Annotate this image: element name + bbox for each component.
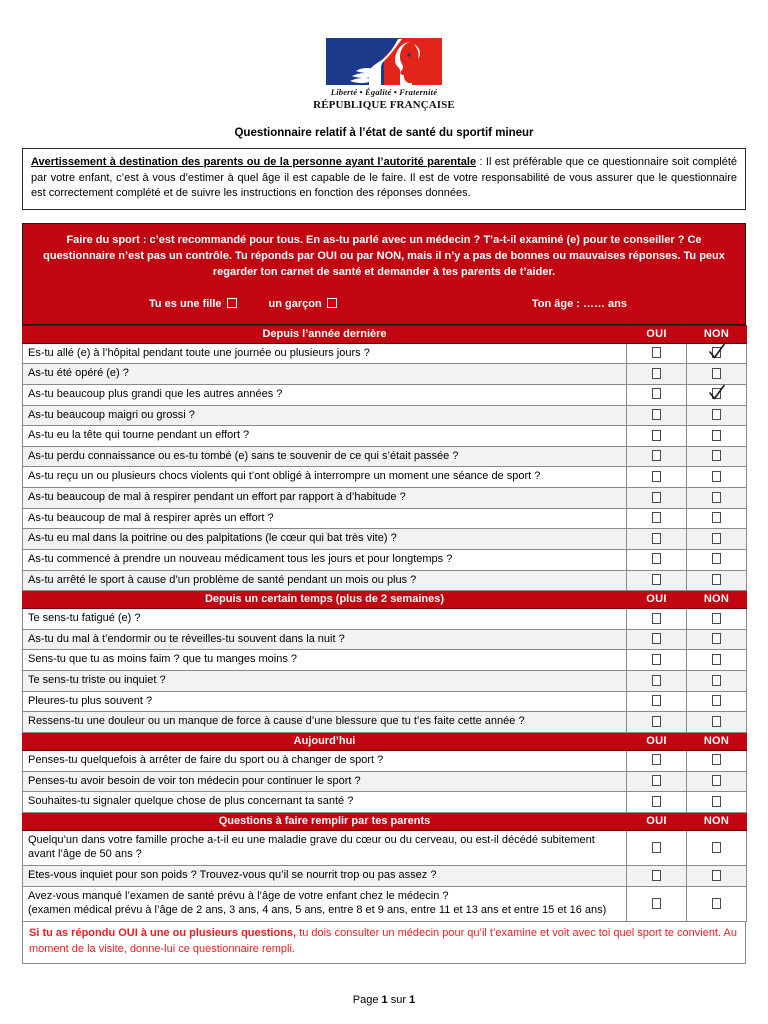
answer-no-cell[interactable] [687, 570, 747, 591]
answer-no-cell[interactable] [687, 750, 747, 771]
question-text: Ressens-tu une douleur ou un manque de force à cause d’une blessure que tu t’es faite cette année ? [23, 712, 627, 733]
answer-yes-cell[interactable] [627, 609, 687, 630]
answer-yes-checkbox[interactable] [652, 633, 661, 644]
question-row [23, 671, 747, 692]
gender-girl-checkbox[interactable] [227, 298, 237, 308]
answer-yes-cell[interactable] [627, 650, 687, 671]
answer-yes-cell[interactable] [627, 405, 687, 426]
question-text: As-tu eu la tête qui tourne pendant un effort ? [23, 426, 627, 447]
answer-no-cell[interactable] [687, 549, 747, 570]
question-row [23, 405, 747, 426]
intro-red-block [22, 223, 746, 325]
question-row [23, 446, 747, 467]
footer-prefix: Page [352, 994, 382, 1007]
answer-no-checkbox[interactable] [712, 675, 721, 686]
answer-no-checkbox[interactable] [712, 409, 721, 420]
answer-yes-cell[interactable] [627, 426, 687, 447]
question-text: Etes-vous inquiet pour son poids ? Trouvez-vous qu’il se nourrit trop ou pas assez ? [23, 866, 627, 887]
answer-yes-checkbox[interactable] [652, 430, 661, 441]
answer-no-checkbox[interactable] [712, 695, 721, 706]
answer-no-checkbox[interactable] [712, 870, 721, 881]
gender-girl-label: Tu es une fille [149, 297, 222, 310]
closing-lead: Si tu as répondu OUI à une ou plusieurs questions, [29, 926, 297, 939]
answer-yes-cell[interactable] [627, 508, 687, 529]
question-text: As-tu beaucoup maigri ou grossi ? [23, 405, 627, 426]
question-text: Penses-tu avoir besoin de voir ton médecin pour continuer le sport ? [23, 771, 627, 792]
question-text: As-tu beaucoup de mal à respirer après un effort ? [23, 508, 627, 529]
answer-yes-cell[interactable] [627, 792, 687, 813]
section-header-row [23, 732, 747, 750]
question-text: As-tu du mal à t’endormir ou te réveilles-tu souvent dans la nuit ? [23, 629, 627, 650]
questionnaire-body [23, 325, 747, 921]
answer-no-cell[interactable] [687, 508, 747, 529]
answer-no-checkbox[interactable] [712, 633, 721, 644]
answer-yes-cell[interactable] [627, 343, 687, 364]
footer-current-page: 1 [381, 994, 388, 1007]
answer-yes-checkbox[interactable] [652, 898, 661, 909]
answer-yes-cell[interactable] [627, 488, 687, 509]
section-yes-header: OUI [627, 591, 687, 609]
answer-yes-checkbox[interactable] [652, 347, 661, 358]
answer-yes-cell[interactable] [627, 671, 687, 692]
answer-yes-checkbox[interactable] [652, 368, 661, 379]
question-text: Pleures-tu plus souvent ? [23, 691, 627, 712]
answer-yes-cell[interactable] [627, 384, 687, 405]
answer-no-checkbox[interactable] [712, 492, 721, 503]
section-heading: Depuis l’année dernière [23, 325, 627, 343]
logo-republic-text: RÉPUBLIQUE FRANÇAISE [313, 99, 455, 111]
question-row [23, 384, 747, 405]
question-text: As-tu beaucoup plus grandi que les autres années ? [23, 384, 627, 405]
answer-no-cell[interactable] [687, 691, 747, 712]
question-text: As-tu commencé à prendre un nouveau médicament tous les jours et pour longtemps ? [23, 549, 627, 570]
answer-yes-checkbox[interactable] [652, 870, 661, 881]
answer-yes-checkbox[interactable] [652, 512, 661, 523]
question-text: Avez-vous manqué l’examen de santé prévu à l’âge de votre enfant chez le médecin ? (examen médical prévu à l’âge de 2 ans, 3 ans, 4 ans, 5 ans, entre 8 et 9 ans, entre 11 et 13 ans et entre 15 et 16 ans) [23, 886, 627, 921]
question-row [23, 508, 747, 529]
intro-identity-fields [37, 298, 731, 313]
answer-yes-cell[interactable] [627, 364, 687, 385]
answer-no-cell[interactable] [687, 405, 747, 426]
gender-boy-field [269, 298, 337, 310]
answer-yes-checkbox[interactable] [652, 842, 661, 853]
question-row [23, 364, 747, 385]
question-row [23, 488, 747, 509]
answer-yes-checkbox[interactable] [652, 450, 661, 461]
answer-no-cell[interactable] [687, 529, 747, 550]
question-text: As-tu arrêté le sport à cause d’un problème de santé pendant un mois ou plus ? [23, 570, 627, 591]
section-heading: Depuis un certain temps (plus de 2 semaines) [23, 591, 627, 609]
question-text: Souhaites-tu signaler quelque chose de plus concernant ta santé ? [23, 792, 627, 813]
gender-girl-field [149, 298, 237, 310]
answer-no-cell[interactable] [687, 384, 747, 405]
age-field[interactable]: Ton âge : …… ans [531, 297, 627, 310]
question-text: As-tu perdu connaissance ou es-tu tombé (e) sans te souvenir de ce qui s’était passée ? [23, 446, 627, 467]
section-no-header: NON [687, 732, 747, 750]
question-text: Quelqu’un dans votre famille proche a-t-il eu une maladie grave du cœur ou du cerveau, ou est-il décédé subitement avant l’âge de 50 ans ? [23, 830, 627, 865]
section-yes-header: OUI [627, 732, 687, 750]
answer-no-cell[interactable] [687, 446, 747, 467]
answer-yes-cell[interactable] [627, 629, 687, 650]
answer-no-cell[interactable] [687, 609, 747, 630]
answer-yes-checkbox[interactable] [652, 492, 661, 503]
warning-body: : Il est préférable que ce questionnaire soit complété par votre enfant, c’est à vous d’estimer à quel âge il est capable de le faire. Il est de votre responsabilité de vous assurer que le questionnaire est correctement complété et de suivre les instructions en fonction des réponses données. [31, 156, 737, 200]
answer-yes-checkbox[interactable] [652, 654, 661, 665]
question-text: Sens-tu que tu as moins faim ? que tu manges moins ? [23, 650, 627, 671]
question-row [23, 750, 747, 771]
page-title: Questionnaire relatif à l’état de santé du sportif mineur [234, 127, 534, 139]
answer-no-checkbox[interactable] [712, 754, 721, 765]
intro-paragraph: Faire du sport : c’est recommandé pour tous. En as-tu parlé avec un médecin ? T’a-t-il examiné (e) pour te conseiller ? Ce questionnaire n’est pas un contrôle. Tu réponds par OUI ou par NON, mais il n’y a pas de bonnes ou mauvaises réponses. Tu peux regarder ton carnet de santé et demander à tes parents de t’aider. [43, 233, 725, 278]
section-header-row [23, 812, 747, 830]
question-row [23, 549, 747, 570]
answer-no-checkbox[interactable] [712, 450, 721, 461]
question-row [23, 650, 747, 671]
answer-no-checkbox[interactable] [712, 796, 721, 807]
section-no-header: NON [687, 812, 747, 830]
answer-yes-cell[interactable] [627, 866, 687, 887]
question-text: As-tu eu mal dans la poitrine ou des palpitations (le cœur qui bat très vite) ? [23, 529, 627, 550]
gender-boy-label: un garçon [268, 297, 322, 310]
question-row [23, 792, 747, 813]
answer-yes-cell[interactable] [627, 886, 687, 921]
answer-no-checkbox[interactable] [712, 574, 721, 585]
answer-yes-checkbox[interactable] [652, 716, 661, 727]
closing-instruction [22, 922, 746, 964]
answer-no-checkbox[interactable] [712, 368, 721, 379]
section-heading: Questions à faire remplir par tes parents [23, 812, 627, 830]
answer-yes-checkbox[interactable] [652, 775, 661, 786]
question-row [23, 691, 747, 712]
answer-no-cell[interactable] [687, 830, 747, 865]
answer-yes-cell[interactable] [627, 750, 687, 771]
question-row [23, 467, 747, 488]
question-text: As-tu beaucoup de mal à respirer pendant un effort par rapport à d’habitude ? [23, 488, 627, 509]
answer-yes-cell[interactable] [627, 570, 687, 591]
check-mark-icon [708, 384, 726, 401]
answer-no-checkbox[interactable] [712, 654, 721, 665]
footer-total-pages: 1 [409, 994, 416, 1007]
questionnaire-table [22, 325, 747, 922]
answer-yes-cell[interactable] [627, 771, 687, 792]
answer-no-checkbox[interactable] [712, 430, 721, 441]
answer-yes-checkbox[interactable] [652, 409, 661, 420]
closing-body: tu dois consulter un médecin pour qu’il t’examine et voit avec toi quel sport te convient. Au moment de la visite, donne-lui ce questionnaire rempli. [29, 926, 737, 955]
question-text: As-tu reçu un ou plusieurs chocs violents qui t’ont obligé à interrompre un moment une séance de sport ? [23, 467, 627, 488]
question-row [23, 866, 747, 887]
section-header-row [23, 325, 747, 343]
answer-no-cell[interactable] [687, 343, 747, 364]
answer-yes-checkbox[interactable] [652, 553, 661, 564]
answer-no-checkbox[interactable] [712, 388, 721, 399]
question-row [23, 343, 747, 364]
warning-lead: Avertissement à destination des parents ou de la personne ayant l’autorité parentale [31, 156, 477, 168]
section-yes-header: OUI [627, 325, 687, 343]
section-heading: Aujourd’hui [23, 732, 627, 750]
answer-no-cell[interactable] [687, 771, 747, 792]
answer-no-checkbox[interactable] [712, 553, 721, 564]
section-yes-header: OUI [627, 812, 687, 830]
answer-yes-cell[interactable] [627, 529, 687, 550]
section-no-header: NON [687, 591, 747, 609]
answer-yes-checkbox[interactable] [652, 754, 661, 765]
question-row [23, 830, 747, 865]
answer-yes-cell[interactable] [627, 549, 687, 570]
answer-yes-checkbox[interactable] [652, 796, 661, 807]
question-row [23, 529, 747, 550]
gender-boy-checkbox[interactable] [327, 298, 337, 308]
section-no-header: NON [687, 325, 747, 343]
check-mark-icon [708, 343, 726, 360]
answer-yes-cell[interactable] [627, 830, 687, 865]
answer-no-checkbox[interactable] [712, 716, 721, 727]
answer-no-checkbox[interactable] [712, 842, 721, 853]
question-row [23, 771, 747, 792]
answer-no-cell[interactable] [687, 488, 747, 509]
question-row [23, 426, 747, 447]
footer-middle: sur [387, 994, 410, 1007]
question-row [23, 886, 747, 921]
french-flag-marianne-icon [326, 38, 442, 85]
answer-no-cell[interactable] [687, 629, 747, 650]
answer-yes-checkbox[interactable] [652, 533, 661, 544]
answer-yes-checkbox[interactable] [652, 695, 661, 706]
answer-yes-cell[interactable] [627, 467, 687, 488]
answer-no-checkbox[interactable] [712, 347, 721, 358]
answer-yes-cell[interactable] [627, 712, 687, 733]
answer-yes-checkbox[interactable] [652, 388, 661, 399]
answer-no-cell[interactable] [687, 671, 747, 692]
answer-no-checkbox[interactable] [712, 471, 721, 482]
question-row [23, 570, 747, 591]
question-text: Te sens-tu triste ou inquiet ? [23, 671, 627, 692]
answer-yes-checkbox[interactable] [652, 675, 661, 686]
answer-no-checkbox[interactable] [712, 512, 721, 523]
question-row [23, 609, 747, 630]
republic-logo [22, 0, 746, 111]
question-text: Te sens-tu fatigué (e) ? [23, 609, 627, 630]
section-header-row [23, 591, 747, 609]
answer-no-checkbox[interactable] [712, 775, 721, 786]
answer-no-cell[interactable] [687, 650, 747, 671]
question-text: Penses-tu quelquefois à arrêter de faire du sport ou à changer de sport ? [23, 750, 627, 771]
answer-no-cell[interactable] [687, 712, 747, 733]
answer-yes-checkbox[interactable] [652, 574, 661, 585]
page-footer [22, 994, 746, 1006]
question-row [23, 629, 747, 650]
question-text: Es-tu allé (e) à l’hôpital pendant toute une journée ou plusieurs jours ? [23, 343, 627, 364]
answer-no-cell[interactable] [687, 467, 747, 488]
answer-no-cell[interactable] [687, 866, 747, 887]
answer-no-cell[interactable] [687, 426, 747, 447]
question-row [23, 712, 747, 733]
answer-no-cell[interactable] [687, 364, 747, 385]
answer-yes-cell[interactable] [627, 691, 687, 712]
answer-no-cell[interactable] [687, 886, 747, 921]
parental-warning-box [22, 148, 746, 210]
answer-no-checkbox[interactable] [712, 898, 721, 909]
question-text: As-tu été opéré (e) ? [23, 364, 627, 385]
answer-yes-cell[interactable] [627, 446, 687, 467]
answer-yes-checkbox[interactable] [652, 471, 661, 482]
answer-no-checkbox[interactable] [712, 533, 721, 544]
logo-motto: Liberté • Égalité • Fraternité [330, 87, 438, 97]
answer-no-cell[interactable] [687, 792, 747, 813]
answer-yes-checkbox[interactable] [652, 613, 661, 624]
answer-no-checkbox[interactable] [712, 613, 721, 624]
